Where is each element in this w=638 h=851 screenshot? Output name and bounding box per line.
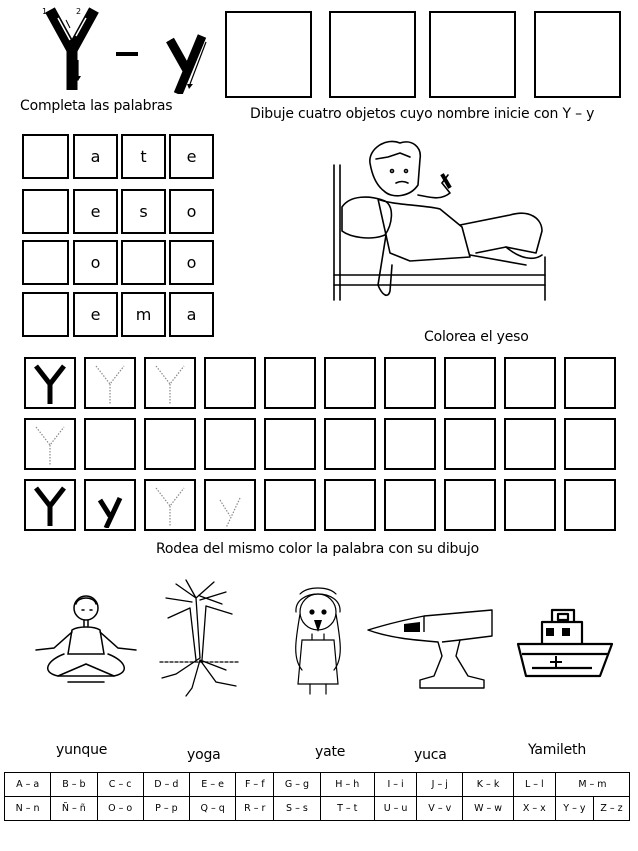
word-cell: o (169, 240, 214, 285)
girl-yamileth-picture[interactable] (278, 578, 358, 696)
trace-box[interactable] (264, 479, 316, 531)
trace-box[interactable] (504, 357, 556, 409)
trace-y-lower-example (88, 484, 132, 528)
trace-y-upper-example (28, 362, 72, 406)
instruction-color-cast: Colorea el yeso (424, 329, 529, 345)
alphabet-cell: W – w (463, 797, 513, 821)
alphabet-cell: Q – q (190, 797, 236, 821)
trace-box[interactable] (84, 418, 136, 470)
yoga-figure-picture[interactable] (28, 590, 144, 694)
boat-yate-picture[interactable] (512, 604, 616, 684)
boy-with-cast-illustration[interactable] (330, 135, 552, 315)
trace-box[interactable] (264, 418, 316, 470)
alphabet-cell: D – d (143, 773, 189, 797)
stroke-number-3: 3 (70, 50, 75, 59)
word-cell: e (169, 134, 214, 179)
alphabet-row (5, 773, 630, 797)
alphabet-cell: G – g (274, 773, 320, 797)
trace-box[interactable] (324, 479, 376, 531)
alphabet-cell: R – r (236, 797, 274, 821)
trace-box[interactable] (384, 418, 436, 470)
trace-box[interactable] (324, 418, 376, 470)
word-yuca[interactable]: yuca (414, 747, 447, 763)
trace-box[interactable] (384, 479, 436, 531)
word-cell: e (73, 292, 118, 337)
trace-box[interactable] (564, 357, 616, 409)
alphabet-cell: V – v (417, 797, 463, 821)
trace-box[interactable] (324, 357, 376, 409)
alphabet-cell: L – l (513, 773, 555, 797)
trace-box[interactable] (144, 418, 196, 470)
word-cell-blank[interactable] (22, 189, 69, 234)
word-cell-blank[interactable] (22, 134, 69, 179)
word-cell: e (73, 189, 118, 234)
word-cell: s (121, 189, 166, 234)
trace-y-upper-dotted (88, 362, 132, 406)
trace-y-upper-example (28, 484, 72, 528)
word-cell-blank[interactable] (22, 240, 69, 285)
trace-box[interactable] (204, 357, 256, 409)
alphabet-cell: M – m (555, 773, 629, 797)
stroke-number-lower-1: 1 (170, 38, 175, 47)
alphabet-table (4, 772, 630, 821)
stroke-number-2: 2 (76, 7, 81, 16)
alphabet-cell: X – x (513, 797, 555, 821)
stroke-order-upper-y (20, 2, 230, 94)
word-cell: a (73, 134, 118, 179)
trace-box[interactable] (384, 357, 436, 409)
word-cell: o (73, 240, 118, 285)
alphabet-cell: Y – y (555, 797, 593, 821)
trace-box[interactable] (564, 479, 616, 531)
yuca-plant-picture[interactable] (156, 578, 242, 698)
alphabet-cell: P – p (143, 797, 189, 821)
alphabet-cell: S – s (274, 797, 320, 821)
word-cell: m (121, 292, 166, 337)
alphabet-cell: I – i (375, 773, 417, 797)
alphabet-cell: A – a (5, 773, 51, 797)
alphabet-cell: F – f (236, 773, 274, 797)
word-yate[interactable]: yate (315, 744, 346, 760)
trace-y-upper-dotted (148, 362, 192, 406)
alphabet-cell: H – h (320, 773, 374, 797)
trace-box[interactable] (204, 418, 256, 470)
trace-y-lower-dotted (208, 484, 252, 528)
draw-box-4[interactable] (534, 11, 621, 98)
alphabet-cell: J – j (417, 773, 463, 797)
trace-y-upper-dotted (28, 423, 72, 467)
alphabet-cell: O – o (97, 797, 143, 821)
trace-y-upper-dotted (148, 484, 192, 528)
stroke-number-lower-2: 2 (196, 38, 201, 47)
instruction-circle-same-color: Rodea del mismo color la palabra con su dibujo (156, 541, 479, 557)
alphabet-cell: K – k (463, 773, 513, 797)
word-yoga[interactable]: yoga (187, 747, 221, 763)
header-letters (20, 2, 220, 94)
trace-box[interactable] (564, 418, 616, 470)
alphabet-cell: Ñ – ñ (51, 797, 97, 821)
instruction-draw-objects: Dibuje cuatro objetos cuyo nombre inicie con Y – y (250, 106, 595, 122)
word-cell-blank[interactable] (22, 292, 69, 337)
trace-box[interactable] (264, 357, 316, 409)
stroke-number-1: 1 (42, 7, 47, 16)
draw-box-2[interactable] (329, 11, 416, 98)
alphabet-cell: U – u (375, 797, 417, 821)
trace-box[interactable] (444, 479, 496, 531)
word-cell-blank[interactable] (121, 240, 166, 285)
trace-box[interactable] (504, 418, 556, 470)
draw-box-1[interactable] (225, 11, 312, 98)
trace-box[interactable] (444, 418, 496, 470)
alphabet-cell: B – b (51, 773, 97, 797)
instruction-complete-words: Completa las palabras (20, 98, 173, 114)
trace-box[interactable] (504, 479, 556, 531)
word-cell: a (169, 292, 214, 337)
alphabet-cell: N – n (5, 797, 51, 821)
alphabet-cell: Z – z (593, 797, 629, 821)
anvil-yunque-picture[interactable] (364, 592, 496, 692)
alphabet-cell: E – e (190, 773, 236, 797)
draw-box-3[interactable] (429, 11, 516, 98)
trace-box[interactable] (444, 357, 496, 409)
alphabet-cell: C – c (97, 773, 143, 797)
word-yamileth[interactable]: Yamileth (528, 742, 586, 758)
alphabet-cell: T – t (320, 797, 374, 821)
word-cell: o (169, 189, 214, 234)
word-yunque[interactable]: yunque (56, 742, 108, 758)
word-cell: t (121, 134, 166, 179)
alphabet-row (5, 797, 630, 821)
